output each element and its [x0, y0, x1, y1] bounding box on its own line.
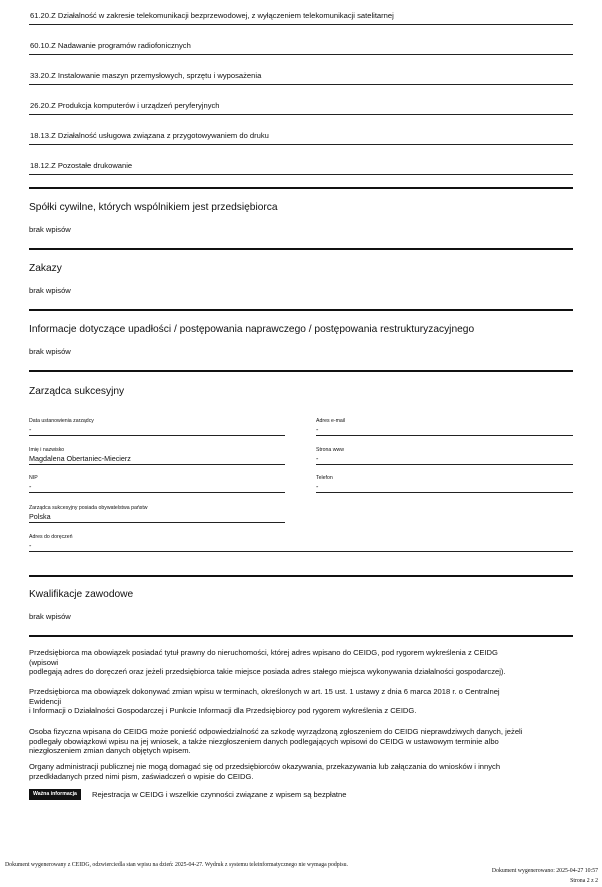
pkd-item [29, 38, 573, 55]
paragraph-line: podlegały obowiązkowi wpisu na jej wniosek, a także niezgłoszeniem danych podlegających wpisowi do CEIDG w ustawowym terminie albo [29, 736, 499, 746]
section-value-kwalifikacje: brak wpisów [29, 612, 71, 621]
field-telefon [316, 475, 573, 495]
paragraph-zmiany-wpisu [29, 687, 573, 716]
field-label: Strona www [316, 447, 344, 453]
paragraph-organy-administracji [29, 762, 573, 781]
field-nip [29, 475, 285, 495]
pkd-item-text: 26.20.Z Produkcja komputerów i urządzeń peryferyjnych [30, 101, 220, 110]
field-label: NIP [29, 475, 38, 481]
footer-page-number: Strona 2 z 2 [570, 878, 598, 884]
pkd-item [29, 68, 573, 85]
field-label: Data ustanowienia zarządcy [29, 418, 94, 424]
field-underline [29, 522, 285, 523]
field-label: Adres do doręczeń [29, 534, 73, 540]
section-divider [29, 635, 573, 637]
important-info-badge: Ważna informacja [29, 789, 81, 800]
section-title-zarzadca: Zarządca sukcesyjny [29, 386, 125, 397]
footer-generated: Dokument wygenerowano: 2025-04-27 10:57 [491, 868, 598, 874]
field-underline [29, 551, 573, 552]
footer-disclaimer: Dokument wygenerowany z CEIDG, odzwierciedla stan wpisu na dzień: 2025-04-27. Wydruk z systemu teleinformatycznego nie wymaga podpisu. [5, 862, 348, 868]
section-title-spolki: Spółki cywilne, których wspólnikiem jest przedsiębiorca [29, 202, 278, 213]
paragraph-line: niezgłoszeniem zmian danych objętych wpisem. [29, 746, 191, 756]
section-title-kwalifikacje: Kwalifikacje zawodowe [29, 589, 134, 600]
paragraph-line: przedkładanych przed nimi pism, zaświadczeń o wpisie do CEIDG. [29, 771, 254, 781]
section-divider [29, 187, 573, 189]
divider [29, 114, 573, 115]
section-divider [29, 248, 573, 250]
paragraph-odpowiedzialnosc [29, 727, 573, 756]
pkd-item [29, 98, 573, 115]
field-value: - [29, 482, 32, 491]
field-value: Polska [29, 512, 51, 521]
pkd-item-text: 61.20.Z Działalność w zakresie telekomunikacji bezprzewodowej, z wyłączeniem telekomunikacji satelitarnej [30, 11, 394, 20]
field-strona-www [316, 447, 573, 467]
divider [29, 84, 573, 85]
divider [29, 54, 573, 55]
pkd-item-text: 18.12.Z Pozostałe drukowanie [30, 161, 133, 170]
field-adres-email [316, 418, 573, 438]
field-label: Telefon [316, 475, 333, 481]
divider [29, 24, 573, 25]
pkd-item-text: 33.20.Z Instalowanie maszyn przemysłowych, sprzętu i wyposażenia [30, 71, 262, 80]
section-title-zakazy: Zakazy [29, 263, 62, 274]
field-underline [316, 435, 573, 436]
field-underline [29, 492, 285, 493]
paragraph-line: Osoba fizyczna wpisana do CEIDG może ponieść odpowiedzialność za szkodę wyrządzoną zgłoszeniem do CEIDG nieprawdziwych danych, jeżeli [29, 727, 523, 736]
field-underline [316, 464, 573, 465]
divider [29, 174, 573, 175]
field-obywatelstwo [29, 505, 285, 525]
section-divider [29, 309, 573, 311]
field-value: - [316, 482, 319, 491]
section-value-spolki: brak wpisów [29, 225, 71, 234]
pkd-item [29, 158, 573, 175]
pkd-item-text: 18.13.Z Działalność usługowa związana z przygotowywaniem do druku [30, 131, 269, 140]
section-value-upadlosc: brak wpisów [29, 347, 71, 356]
section-divider [29, 575, 573, 577]
field-label: Zarządca sukcesyjny posiada obywatelstwa państw [29, 505, 148, 511]
field-label: Adres e-mail [316, 418, 346, 424]
field-value: - [316, 425, 319, 434]
paragraph-line: i Informacji o Działalności Gospodarczej i Punkcie Informacji dla Przedsiębiorcy pod rygorem wykreślenia z CEIDG. [29, 706, 417, 716]
paragraph-line: Przedsiębiorca ma obowiązek dokonywać zmian wpisu w terminach, określonych w art. 15 ust. 1 ustawy z dnia 6 marca 2018 r. o Centralnej [29, 687, 500, 696]
field-label: Imię i nazwisko [29, 447, 65, 453]
section-title-upadlosc: Informacje dotyczące upadłości / postępowania naprawczego / postępowania restrukturyzacyjnego [29, 324, 475, 335]
field-underline [29, 435, 285, 436]
field-imie-nazwisko [29, 447, 285, 467]
pkd-item [29, 8, 573, 25]
pkd-item [29, 128, 573, 145]
paragraph-line: podlegają adres do doręczeń oraz jeżeli przedsiębiorca takie miejsce posiada adres stałego miejsca wykonywania działalności gospodarczej). [29, 667, 506, 677]
paragraph-line: Organy administracji publicznej nie mogą domagać się od przedsiębiorców okazywania, przekazywania lub załączania do wniosków i innych [29, 762, 501, 771]
field-underline [316, 492, 573, 493]
pkd-item-text: 60.10.Z Nadawanie programów radiofonicznych [30, 41, 191, 50]
divider [29, 144, 573, 145]
field-value: - [316, 454, 319, 463]
paragraph-tytul-prawny [29, 648, 573, 677]
field-value: - [29, 541, 32, 550]
field-adres-doreczen [29, 534, 573, 554]
field-value: - [29, 425, 32, 434]
important-info-text: Rejestracja w CEIDG i wszelkie czynności związane z wpisem są bezpłatne [92, 790, 347, 799]
field-data-ustanowienia [29, 418, 285, 438]
paragraph-line: Ewidencji [29, 696, 62, 706]
section-divider [29, 370, 573, 372]
section-value-zakazy: brak wpisów [29, 286, 71, 295]
field-underline [29, 464, 285, 465]
paragraph-line: Przedsiębiorca ma obowiązek posiadać tytuł prawny do nieruchomości, której adres wpisano do CEIDG, pod rygorem wykreślenia z CEIDG [29, 648, 498, 657]
field-value: Magdalena Obertaniec-Miecierz [29, 454, 131, 463]
paragraph-line: (wpisowi [29, 657, 59, 667]
